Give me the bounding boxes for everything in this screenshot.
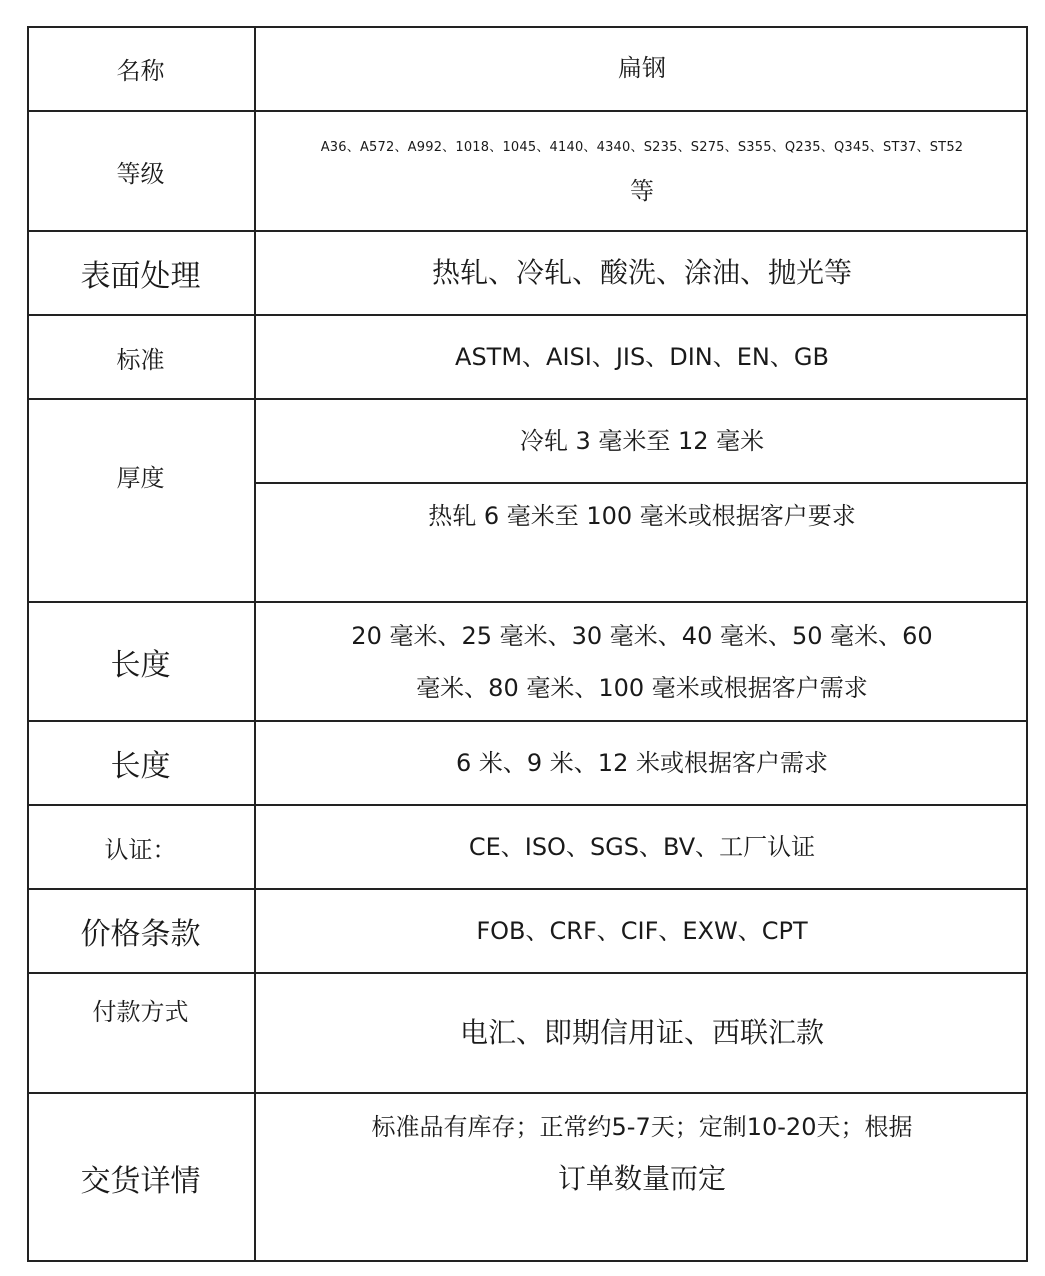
value-line: CE、ISO、SGS、BV、工厂认证 xyxy=(468,833,816,861)
row-value-length xyxy=(256,722,1028,804)
row-label-grade: 等级 xyxy=(116,159,165,188)
value-line: 毫米、80 毫米、100 毫米或根据客户需求 xyxy=(416,673,868,702)
row-label-standard: 标准 xyxy=(116,345,165,374)
table-row xyxy=(27,398,1028,601)
row-label-thickness: 厚度 xyxy=(116,463,165,492)
value-line: 订单数量而定 xyxy=(557,1162,726,1195)
value-line: 标准品有库存；正常约5-7天；定制10-20天；根据 xyxy=(371,1113,913,1141)
value-line: 等 xyxy=(630,177,654,205)
value-line: 热轧、冷轧、酸洗、涂油、抛光等 xyxy=(431,256,852,289)
row-value-thickness-cold xyxy=(256,400,1028,482)
spec-table xyxy=(27,26,1028,1262)
table-row xyxy=(27,601,1028,720)
table-row xyxy=(27,720,1028,804)
value-line: 扁钢 xyxy=(618,54,666,82)
row-label-name: 名称 xyxy=(116,56,165,85)
row-value-thickness-hot xyxy=(256,484,1028,548)
value-line: 电汇、即期信用证、西联汇款 xyxy=(459,1016,824,1049)
row-label-payment: 付款方式 xyxy=(92,997,189,1026)
row-label-length: 长度 xyxy=(110,749,171,784)
table-row xyxy=(27,1092,1028,1262)
value-line: 6 米、9 米、12 米或根据客户需求 xyxy=(456,749,828,777)
row-value-price-terms xyxy=(256,890,1028,972)
row-value-name xyxy=(256,26,1028,110)
row-label-certification: 认证： xyxy=(104,835,177,864)
row-value-surface xyxy=(256,232,1028,314)
table-row xyxy=(27,804,1028,888)
value-line: A36、A572、A992、1018、1045、4140、4340、S235、S275、S355、Q235、Q345、ST37、ST52 xyxy=(320,140,964,155)
value-line: 冷轧 3 毫米至 12 毫米 xyxy=(519,427,765,455)
row-label-price-terms: 价格条款 xyxy=(80,917,201,952)
table-row xyxy=(27,314,1028,398)
row-value-standard xyxy=(256,316,1028,398)
row-value-delivery xyxy=(256,1094,1028,1212)
table-row xyxy=(27,230,1028,314)
value-line: FOB、CRF、CIF、EXW、CPT xyxy=(476,917,808,945)
table-row xyxy=(27,972,1028,1092)
value-line: 20 毫米、25 毫米、30 毫米、40 毫米、50 毫米、60 xyxy=(351,621,933,650)
column-divider xyxy=(254,26,256,1262)
value-line: ASTM、AISI、JIS、DIN、EN、GB xyxy=(455,343,829,371)
row-value-payment xyxy=(256,974,1028,1092)
row-label-delivery: 交货详情 xyxy=(80,1164,201,1199)
table-row xyxy=(27,888,1028,972)
row-label-width: 长度 xyxy=(110,647,171,683)
row-value-certification xyxy=(256,806,1028,888)
table-row xyxy=(27,110,1028,230)
row-value-grade xyxy=(256,112,1028,230)
value-line: 热轧 6 毫米至 100 毫米或根据客户要求 xyxy=(428,502,856,530)
table-row xyxy=(27,26,1028,110)
row-value-width xyxy=(256,603,1028,720)
row-label-surface: 表面处理 xyxy=(80,259,201,294)
